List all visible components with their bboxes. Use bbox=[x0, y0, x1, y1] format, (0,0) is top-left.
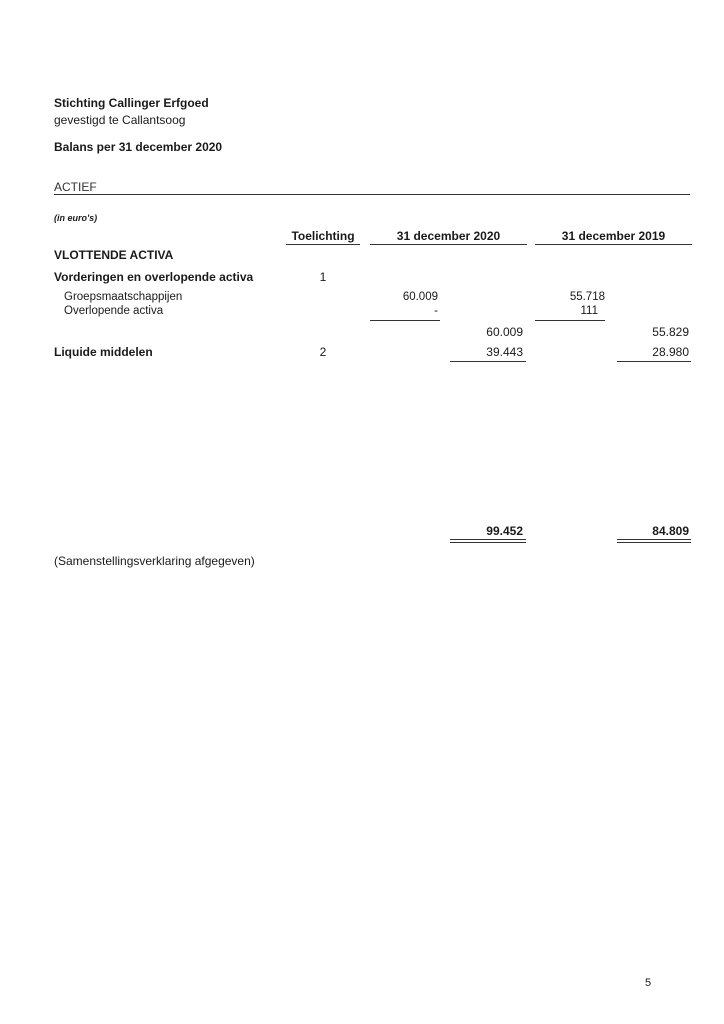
group-heading: VLOTTENDE ACTIVA bbox=[54, 248, 174, 262]
page-number: 5 bbox=[645, 977, 652, 989]
items-previous-underline bbox=[535, 320, 605, 321]
item-label: Overlopende activa bbox=[64, 305, 164, 317]
column-header-previous: 31 december 2019 bbox=[561, 229, 666, 243]
section-divider bbox=[54, 194, 690, 195]
unit-note: (in euro's) bbox=[54, 213, 98, 223]
items-current-underline bbox=[370, 320, 440, 321]
total-previous-double-underline-top bbox=[617, 539, 691, 540]
column-header-note-underline bbox=[286, 244, 360, 245]
column-header-note: Toelichting bbox=[291, 229, 355, 243]
receivables-label: Vorderingen en overlopende activa bbox=[54, 270, 254, 284]
receivables-subtotal-previous: 55.829 bbox=[652, 325, 689, 339]
total-current-double-underline-bottom bbox=[450, 542, 526, 543]
section-label: ACTIEF bbox=[54, 180, 97, 194]
organization-name: Stichting Callinger Erfgoed bbox=[54, 96, 209, 110]
column-header-current: 31 december 2020 bbox=[396, 229, 501, 243]
total-previous: 84.809 bbox=[652, 524, 689, 538]
receivables-note: 1 bbox=[319, 270, 327, 284]
cash-note: 2 bbox=[319, 345, 327, 359]
item-previous-value: 55.718 bbox=[569, 291, 605, 303]
compilation-statement: (Samenstellingsverklaring afgegeven) bbox=[54, 554, 255, 568]
total-current-double-underline-top bbox=[450, 539, 526, 540]
cash-previous-underline bbox=[617, 361, 691, 362]
cash-previous: 28.980 bbox=[652, 345, 689, 359]
column-header-previous-underline bbox=[535, 244, 692, 245]
cash-current: 39.443 bbox=[486, 345, 523, 359]
cash-label: Liquide middelen bbox=[54, 345, 153, 359]
organization-location: gevestigd te Callantsoog bbox=[54, 113, 186, 127]
cash-current-underline bbox=[450, 361, 526, 362]
item-current-value: - bbox=[434, 305, 438, 317]
item-current-value: 60.009 bbox=[402, 291, 438, 303]
receivables-subtotal-current: 60.009 bbox=[486, 325, 523, 339]
total-previous-double-underline-bottom bbox=[617, 542, 691, 543]
total-current: 99.452 bbox=[486, 524, 523, 538]
column-header-current-underline bbox=[370, 244, 527, 245]
page-title: Balans per 31 december 2020 bbox=[54, 140, 223, 154]
item-label: Groepsmaatschappijen bbox=[64, 291, 183, 303]
item-previous-value: 111 bbox=[580, 305, 598, 317]
